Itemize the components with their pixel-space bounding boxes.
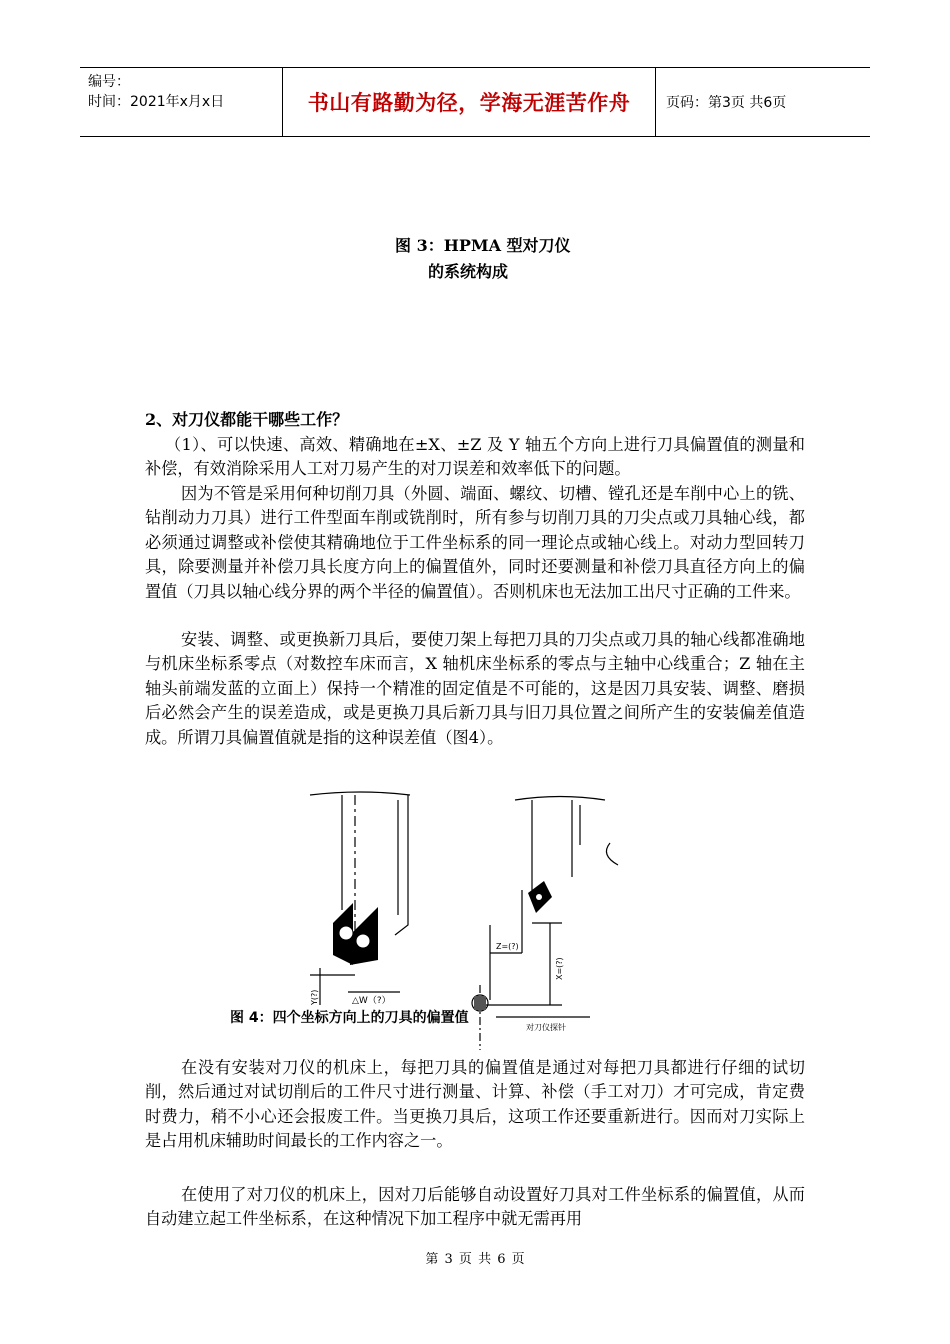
right-insert-hole [536,894,542,900]
paragraph-5: 在使用了对刀仪的机床上，因对刀后能够自动设置好刀具对工件坐标系的偏置值，从而自动建立起工件坐标系，在这种情况下加工程序中就无需再用 [145,1185,805,1229]
probe-tip [474,996,486,1010]
label-z: Z=(?) [496,942,519,951]
header-motto-cell [283,68,656,136]
page-footer: 第 3 页 共 6 页 [425,1252,525,1267]
label-y: Y(?) [310,989,319,1005]
document-number: 编号： [88,74,130,90]
document-date: 时间：2021年x月x日 [88,94,225,110]
paragraph-2: 因为不管是采用何种切削刀具（外圆、端面、螺纹、切槽、镗孔还是车削中心上的铣、钻削动力刀具）进行工件型面车削或铣削时，所有参与切削刀具的刀尖点或刀具轴心线，都必须通过调整或补偿使其精确地位于工件坐标系的同一理论点或轴心线上。对动力型回转刀具，除要测量并补偿刀具长度方向上的偏置值外，同时还要测量和补偿刀具直径方向上的偏置值（刀具以轴心线分界的两个半径的偏置值）。否则机床也无法加工出尺寸正确的工件来。 [145,484,805,601]
paragraph-1: （1）、可以快速、高效、精确地在±X、±Z 及 Y 轴五个方向上进行刀具偏置值的测量和补偿，有效消除采用人工对刀易产生的对刀误差和效率低下的问题。 [145,435,805,479]
paragraph-3: 安装、调整、或更换新刀具后，要使刀架上每把刀具的刀尖点或刀具的轴心线都准确地与机床坐标系零点（对数控车床而言，X 轴机床坐标系的零点与主轴中心线重合；Z 轴在主轴头前端发蓝的立面上）保持一个精准的固定值是不可能的，这是因刀具安装、调整、磨损后必然会产生的误差造成，或是更换刀具后新刀具与旧刀具位置之间所产生的安装偏差值造成。所谓刀具偏置值就是指的这种误差值（图4）。 [145,630,805,747]
paragraph-4: 在没有安装对刀仪的机床上，每把刀具的偏置值是通过对每把刀具都进行仔细的试切削，然后通过对试切削后的工件尺寸进行测量、计算、补偿（手工对刀）才可完成，肯定费时费力，稍不小心还会报废工件。当更换刀具后，这项工作还要重新进行。因而对刀实际上是占用机床辅助时间最长的工作内容之一。 [145,1058,805,1151]
label-x: X=(?) [555,957,564,980]
page-header [80,67,870,137]
label-w: △W（?） [352,996,391,1006]
figure3-caption-line1: 图 3：HPMA 型对刀仪 [395,236,571,255]
label-probe: 对刀仪探针 [526,1023,566,1032]
header-meta [80,68,283,136]
footer-total-pages: 6 [497,1252,506,1267]
left-tool-insert [333,903,378,965]
section-title: 2、对刀仪都能干哪些工作？ [145,410,349,429]
header-motto: 书山有路勤为径，学海无涯苦作舟 [307,91,631,115]
footer-page-number: 3 [444,1252,453,1267]
right-holder-bracket [606,843,618,865]
right-holder-edge [515,797,605,801]
figure4-caption: 图 4：四个坐标方向上的刀具的偏置值 [230,1010,469,1026]
header-page-number: 页码：第3页 共6页 [666,95,787,111]
left-holder-line [395,795,408,935]
left-holder-edge [310,792,410,795]
figure3-caption-line2: 的系统构成 [428,262,509,281]
